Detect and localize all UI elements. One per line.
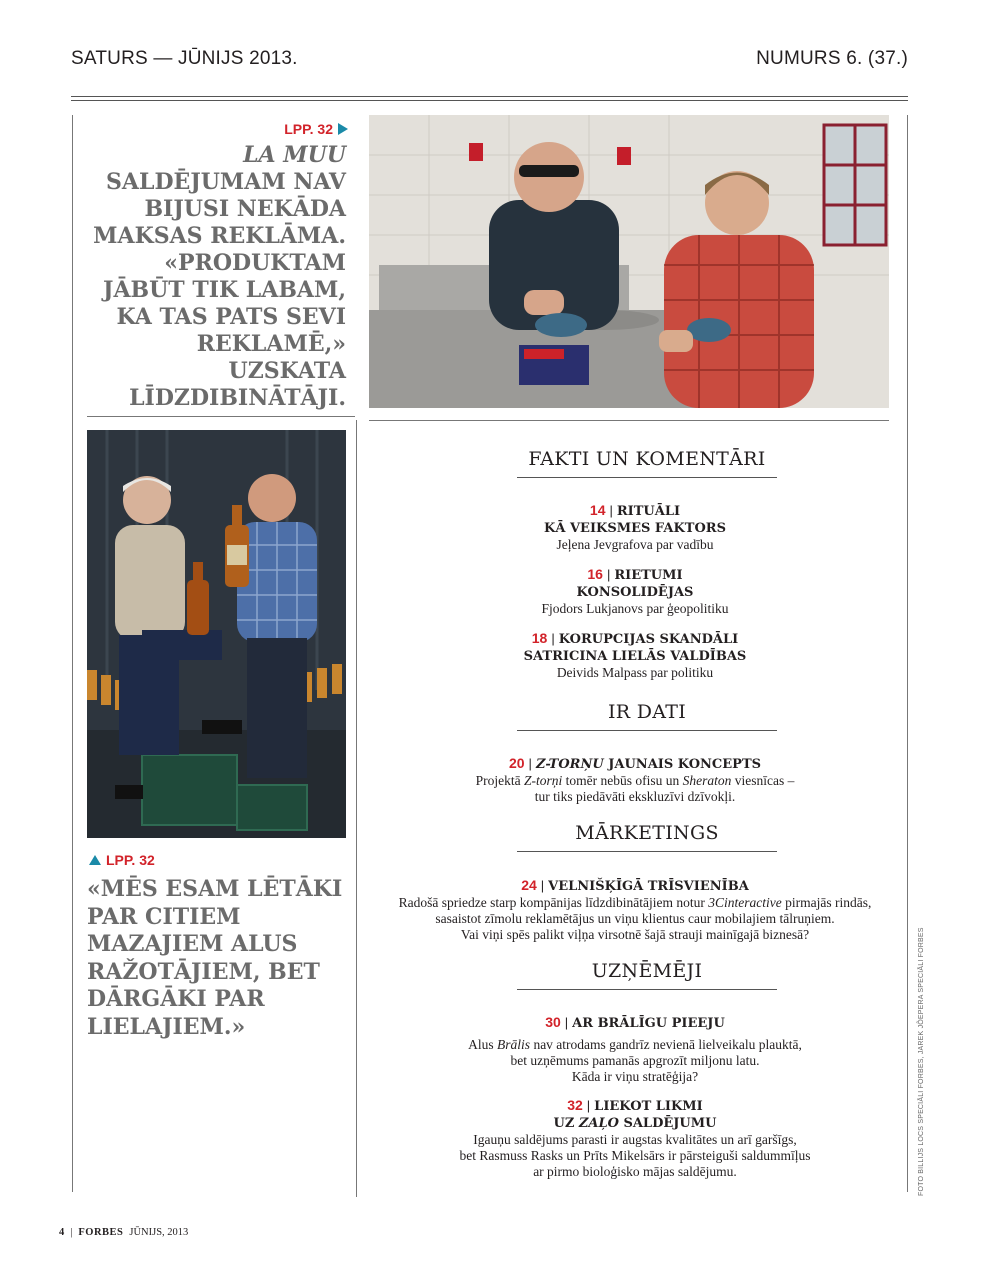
footer-page-number: 4 <box>59 1227 65 1238</box>
entry-description-line2: bet Rasmuss Rasks un Prīts Mikelsārs ir pārsteiguši saldummīļus <box>459 1148 811 1163</box>
entry-description-line2: sasaistot zīmolu reklamētājus un viņu klientus caur mobilajiem tālruņiem. <box>435 911 835 926</box>
page-number: 14 <box>589 502 606 518</box>
desc-italic: Sheraton <box>682 773 732 788</box>
entry-title-italic: ZAĻO <box>578 1116 619 1131</box>
entry-description: Deivids Malpass par politiku <box>556 665 714 680</box>
left-column-rule <box>72 115 73 1192</box>
footer-issue: JŪNIJS, 2013 <box>129 1227 189 1238</box>
section-title-marketings: MĀRKETINGS <box>575 822 719 844</box>
entry-title-line2: SATRICINA LIELĀS VALDĪBAS <box>523 649 747 664</box>
desc-italic: Z-torņi <box>523 773 563 788</box>
entry-description-line2: tur tiks piedāvāti ekskluzīvi dzīvokļi. <box>534 789 736 804</box>
entry-description-line3: ar pirmo bioloģisko mājas saldējumu. <box>533 1164 737 1179</box>
toc-entry-20[interactable]: 20 | Z-TORŅU JAUNAIS KONCEPTS Projektā Z-torņi tomēr nebūs ofisu un Sheraton viesnīcas – tur tiks piedāvāti ekskluzīvi dzīvokļi. <box>370 755 900 805</box>
middle-column-rule <box>356 420 357 1197</box>
entry-title-part: SALDĒJUMU <box>618 1116 717 1131</box>
header-rule-bottom <box>71 100 908 101</box>
top-feature-quote <box>80 142 346 412</box>
footer-brand: FORBES <box>78 1227 124 1238</box>
desc-part: Projektā <box>475 773 524 788</box>
entry-title-line2: KONSOLIDĒJAS <box>576 585 694 600</box>
page-number: 24 <box>521 877 537 893</box>
entry-title-italic: Z-TORŅU <box>535 757 604 772</box>
desc-italic: Brālis <box>497 1037 531 1052</box>
arrow-up-icon <box>89 855 101 865</box>
right-column-rule <box>907 115 908 1192</box>
desc-part: nav atrodams gandrīz nevienā lielveikalu plauktā, <box>530 1037 802 1052</box>
entry-description-line2: bet uzņēmums pamanās apgrozīt miljonu latu. <box>510 1053 760 1068</box>
toc-top-divider <box>369 420 889 421</box>
left-feature-page-ref[interactable] <box>89 852 155 868</box>
toc-entry-32[interactable]: 32 | LIEKOT LIKMI UZ ZAĻO SALDĒJUMU Igauņu saldējums parasti ir augstas kvalitātes un arī garšīgs, bet Rasmuss Rasks un Prīts Mikelsārs ir pārsteiguši saldummīļus ar pirmo bioloģisko mājas saldējumu. <box>370 1097 900 1180</box>
top-feature-ref-label: LPP. 32 <box>284 121 333 137</box>
desc-italic: 3Cinteractive <box>708 895 782 910</box>
page-number: 20 <box>508 755 525 771</box>
brewery-owners-photo <box>87 430 346 838</box>
entry-title: AR BRĀLĪGU PIEEJU <box>572 1016 725 1031</box>
entry-title-part: UZ <box>553 1116 579 1131</box>
desc-part: viesnīcas – <box>731 773 795 788</box>
toc-entry-18[interactable]: 18 | KORUPCIJAS SKANDĀLI SATRICINA LIELĀS VALDĪBAS Deivids Malpass par politiku <box>370 630 900 681</box>
desc-part: Radošā spriedze starp kompānijas līdzdibinātājiem notur <box>398 895 709 910</box>
page-footer <box>59 1227 188 1238</box>
section-title-uznemeji: UZŅĒMĒJI <box>591 960 703 982</box>
header-issue-number: NUMURS 6. (37.) <box>756 48 908 69</box>
entry-description-line3: Vai viņi spēs palikt viļņa virsotnē šajā strauji mainīgajā biznesā? <box>460 927 810 942</box>
desc-part: tomēr nebūs ofisu un <box>562 773 683 788</box>
header-section-title: SATURS — JŪNIJS 2013. <box>71 48 298 69</box>
left-feature-ref-label: LPP. 32 <box>106 852 155 868</box>
entry-title: VELNIŠĶĪGĀ TRĪSVIENĪBA <box>548 879 749 894</box>
section-rule-fakti <box>517 477 777 478</box>
entry-title-line2: KĀ VEIKSMES FAKTORS <box>544 521 726 536</box>
top-quote-text: SALDĒJUMAM NAV BIJUSI NEKĀDA MAKSAS REKLĀMA. «PRODUKTAM JĀBŪT TIK LABAM, KA TAS PATS SEVI REKLAMĒ,» UZSKATA LĪDZDIBINĀTĀJI. <box>93 169 346 411</box>
toc-entry-24[interactable]: 24 | VELNIŠĶĪGĀ TRĪSVIENĪBA Radošā spriedze starp kompānijas līdzdibinātājiem notur 3Cinteractive pirmajās rindās, sasaistot zīmolu reklamētājus un viņu klientus caur mobilajiem tālruņiem. Vai viņi spēs palikt viļņa virsotnē šajā strauji mainīgajā biznesā? <box>370 877 900 943</box>
entry-description: Fjodors Lukjanovs par ģeopolitiku <box>541 601 729 616</box>
section-title-fakti: FAKTI UN KOMENTĀRI <box>528 448 766 470</box>
left-feature-quote: «MĒS ESAM LĒTĀKI PAR CITIEM MAZAJIEM ALUS RAŽOTĀJIEM, BET DĀRGĀKI PAR LIELAJIEM.» <box>87 876 343 1040</box>
section-rule-marketings <box>517 851 777 852</box>
entry-title: KORUPCIJAS SKANDĀLI <box>558 632 739 647</box>
toc-entry-16[interactable]: 16 | RIETUMI KONSOLIDĒJAS Fjodors Lukjanovs par ģeopolitiku <box>370 566 900 617</box>
page-number: 16 <box>587 566 603 582</box>
entry-description-line3: Kāda ir viņu stratēģija? <box>571 1069 699 1084</box>
entry-description: Jeļena Jevgrafova par vadību <box>556 537 714 552</box>
entry-description: Igauņu saldējums parasti ir augstas kvalitātes un arī garšīgs, <box>473 1132 797 1147</box>
entry-title: RIETUMI <box>614 568 683 583</box>
footer-separator: | <box>70 1227 73 1238</box>
section-rule-uznemeji <box>517 989 777 990</box>
desc-part: pirmajās rindās, <box>781 895 872 910</box>
toc-entry-14[interactable]: 14 | RITUĀLI KĀ VEIKSMES FAKTORS Jeļena Jevgrafova par vadību <box>370 502 900 553</box>
left-divider <box>87 416 355 417</box>
page-number: 32 <box>567 1097 583 1113</box>
ice-cream-founders-photo <box>369 115 889 408</box>
section-rule-ir-dati <box>517 730 777 731</box>
entry-title: RITUĀLI <box>616 504 681 519</box>
page-number: 18 <box>531 630 548 646</box>
section-title-ir-dati: IR DATI <box>607 701 687 723</box>
desc-part: Alus <box>468 1037 498 1052</box>
toc-entry-30[interactable]: 30 | AR BRĀLĪGU PIEEJU Alus Brālis nav atrodams gandrīz nevienā lielveikalu plauktā, bet uzņēmums pamanās apgrozīt miljonu latu. Kāda ir viņu stratēģija? <box>370 1014 900 1085</box>
entry-title: JAUNAIS KONCEPTS <box>608 757 762 772</box>
photo-credit: FOTO BILLIJS LOCS SPECIĀLI FORBES, JAREK JÕEPERA SPECIĀLI FORBES <box>918 927 925 1196</box>
page-number: 30 <box>545 1014 561 1030</box>
arrow-right-icon <box>338 123 348 135</box>
entry-title: LIEKOT LIKMI <box>594 1099 703 1114</box>
top-feature-page-ref[interactable] <box>284 121 348 137</box>
header-rule-top <box>71 96 908 97</box>
top-quote-italic: LA MUU <box>243 142 346 168</box>
